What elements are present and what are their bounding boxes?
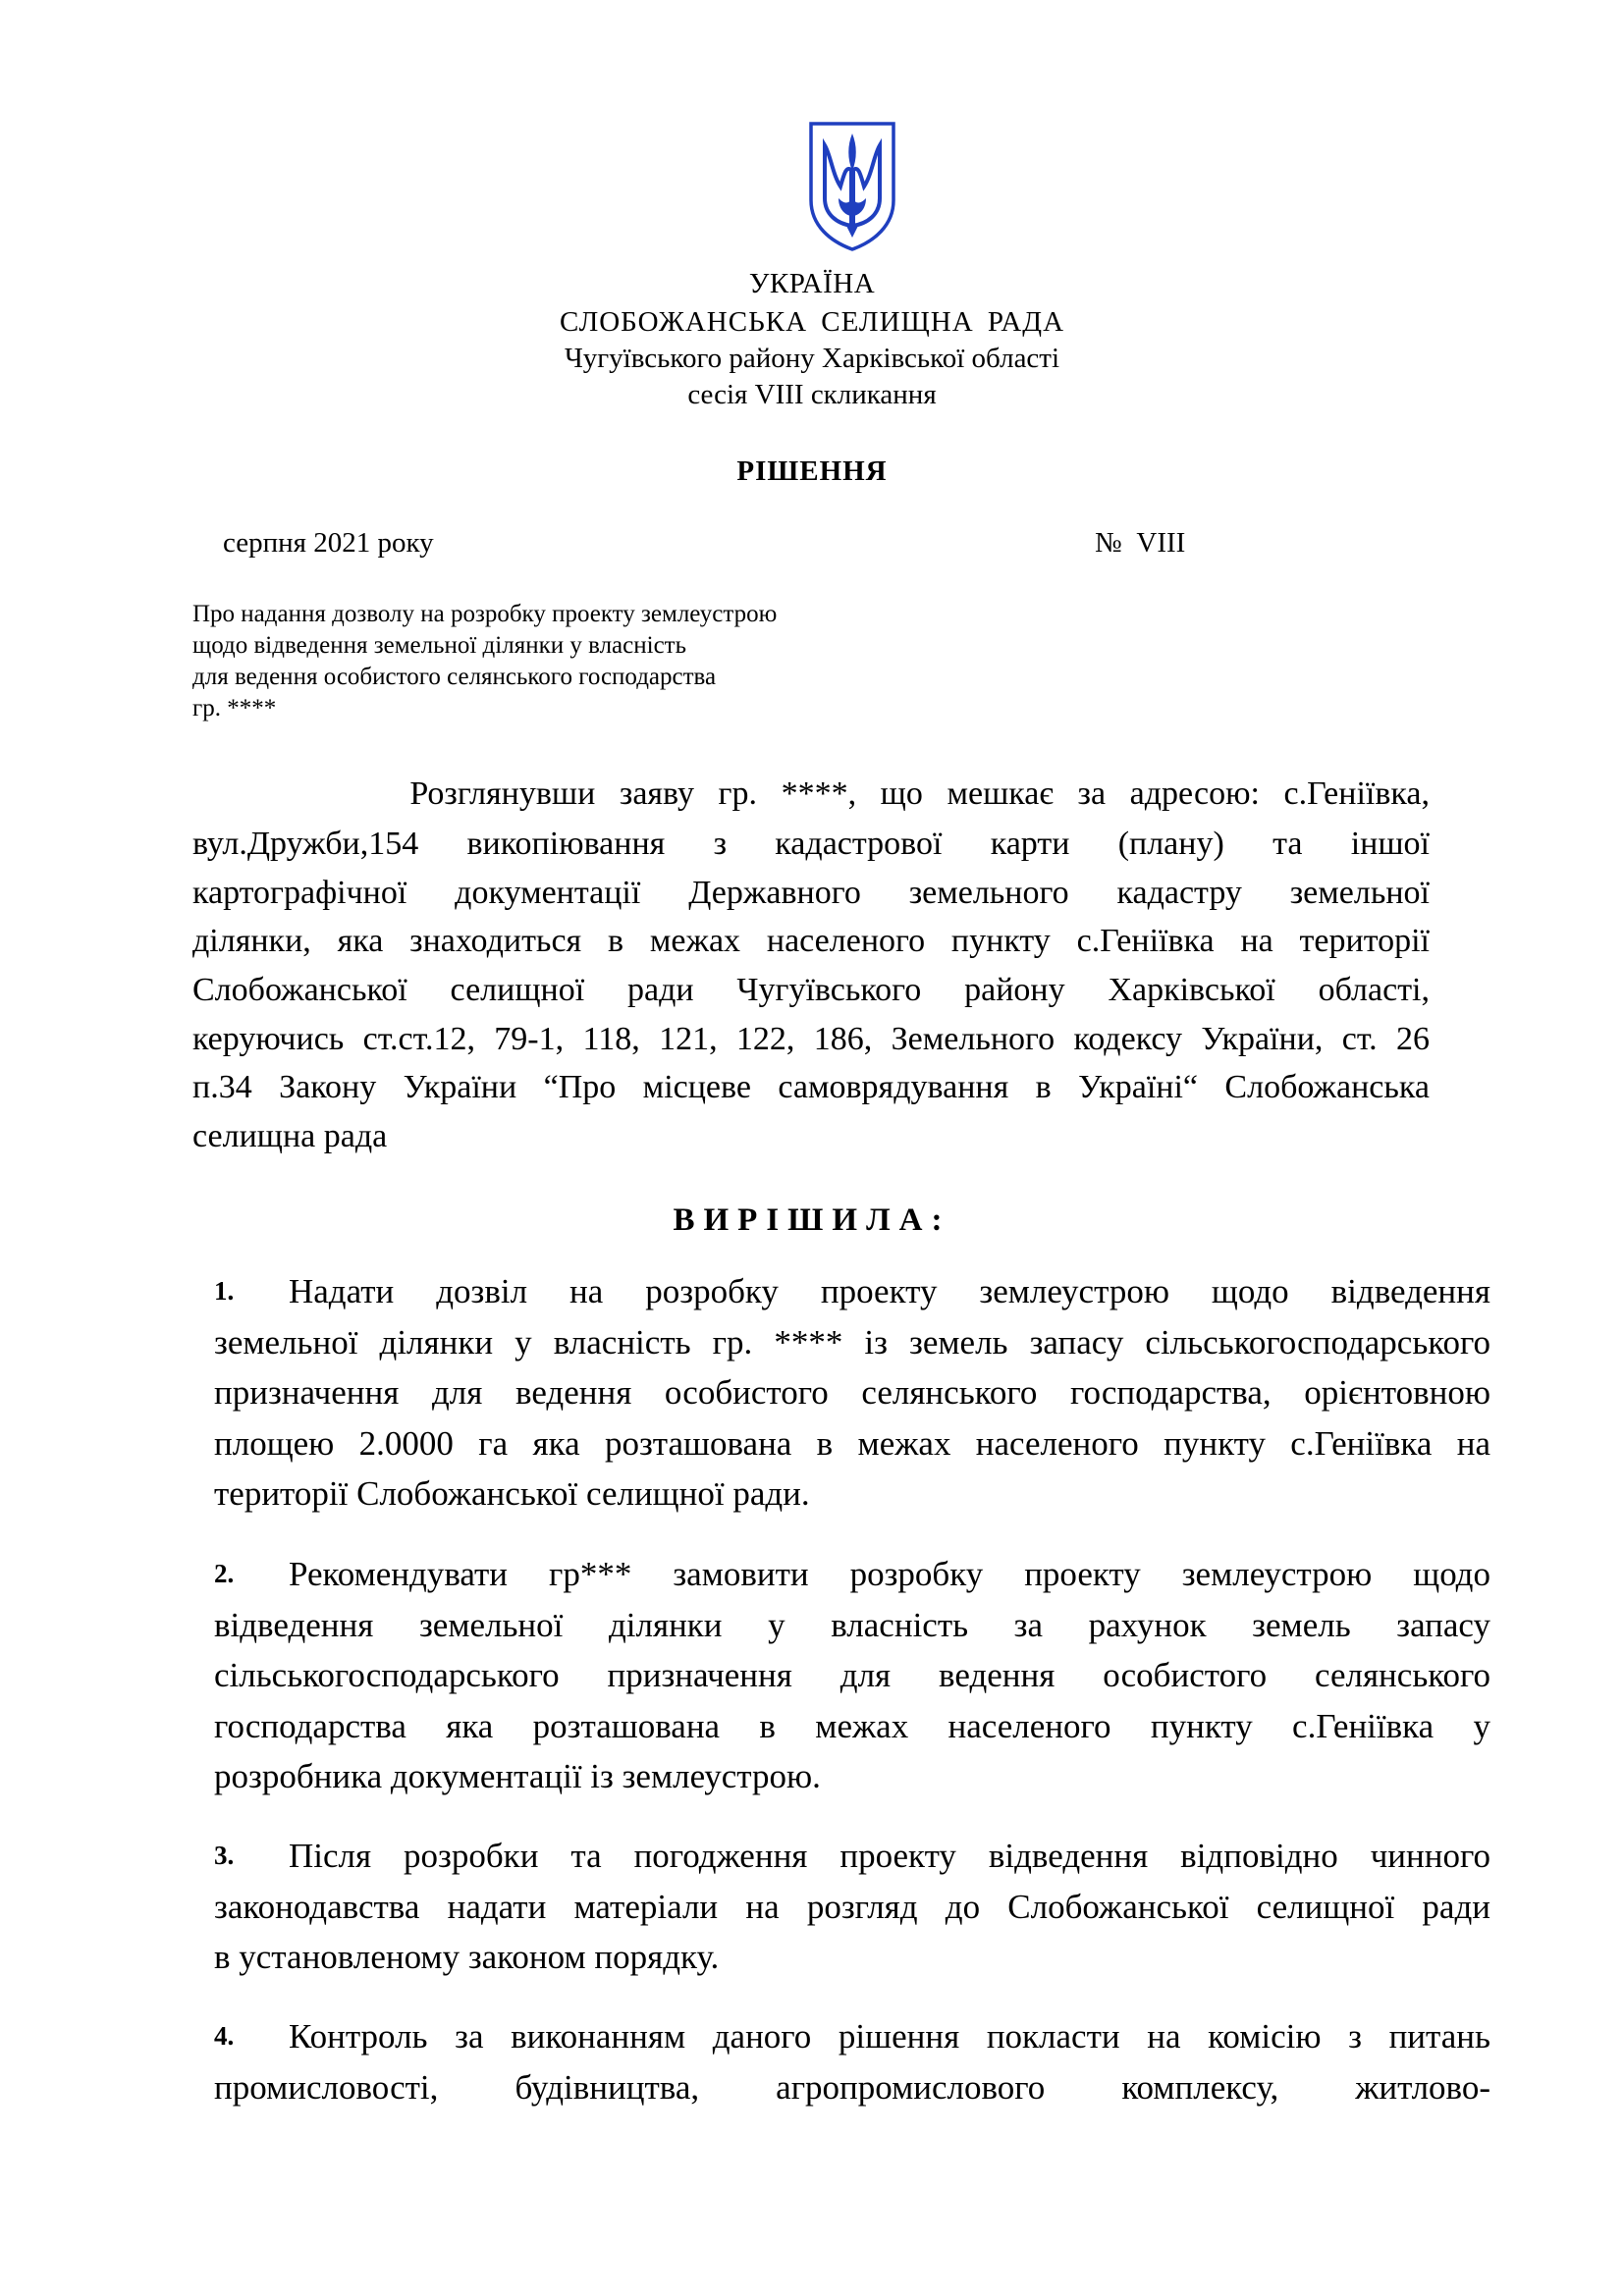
decision-item-3 <box>214 1831 1490 1983</box>
item-number: 3. <box>214 1841 235 1870</box>
subject-line: Про надання дозволу на розробку проекту землеустрою <box>192 601 778 627</box>
header-district: Чугуївського району Харківської області <box>564 343 1060 374</box>
preamble-line: п.34 Закону України “Про місцеве самоврядування в Україні“ Слобожанська <box>192 1069 1430 1105</box>
preamble-line: Слобожанської селищної ради Чугуївського району Харківської області, <box>192 972 1430 1008</box>
item-number: 2. <box>214 1559 235 1588</box>
item-text: розробника документації із землеустрою. <box>214 1757 821 1795</box>
subject-line: для ведення особистого селянського господарства <box>192 664 717 690</box>
decision-item-4 <box>214 2011 1490 2112</box>
item-text: промисловості, будівництва, агропромислового комплексу, житлово- <box>214 2067 1490 2107</box>
item-text: території Слобожанської селищної ради. <box>214 1474 810 1513</box>
item-text: законодавства надати матеріали на розгляд до Слобожанської селищної ради <box>214 1887 1490 1926</box>
preamble-line: керуючись ст.ст.12, 79-1, 118, 121, 122, 186, Земельного кодексу України, ст. 26 <box>192 1021 1430 1057</box>
item-text: в установленому законом порядку. <box>214 1938 720 1976</box>
header-council: СЛОБОЖАНСЬКА СЕЛИЩНА РАДА <box>559 306 1065 338</box>
decision-date: серпня 2021 року <box>223 527 434 559</box>
header-country: УКРАЇНА <box>748 268 876 299</box>
item-text: сільськогосподарського призначення для ведення особистого селянського <box>214 1656 1490 1694</box>
item-number: 1. <box>214 1276 235 1306</box>
coat-of-arms-icon <box>803 116 901 253</box>
item-text: відведення земельної ділянки у власність за рахунок земель запасу <box>214 1605 1490 1644</box>
preamble-line: картографічної документації Державного земельного кадастру земельної <box>192 875 1430 911</box>
item-text: господарства яка розташована в межах населеного пункту с.Геніївка у <box>214 1706 1490 1745</box>
item-text: Рекомендувати гр*** замовити розробку проекту землеустрою щодо <box>289 1555 1490 1593</box>
decision-item-1 <box>214 1266 1490 1520</box>
header-session: сесія VIII скликання <box>687 379 937 410</box>
subject-line: гр. **** <box>192 695 277 721</box>
item-text: Після розробки та погодження проекту відведення відповідно чинного <box>289 1837 1490 1875</box>
document-type: РІШЕННЯ <box>736 455 888 487</box>
decision-subject <box>192 599 998 724</box>
decision-item-2 <box>214 1549 1490 1802</box>
item-text: площею 2.0000 га яка розташована в межах населеного пункту с.Геніївка на <box>214 1423 1490 1463</box>
decision-number: № VIII <box>1095 527 1186 559</box>
preamble-line: Розглянувши заяву гр. ****, що мешкає за адресою: с.Геніївка, <box>192 775 1430 812</box>
preamble-line: вул.Дружби,154 викопіювання з кадастрової карти (плану) та іншої <box>192 826 1430 862</box>
item-text: Контроль за виконанням даного рішення покласти на комісію з питань <box>289 2017 1490 2056</box>
preamble-line: ділянки, яка знаходиться в межах населеного пункту с.Геніївка на території <box>192 923 1430 959</box>
item-text: земельної ділянки у власність гр. **** із земель запасу сільськогосподарського <box>214 1322 1490 1362</box>
decided-heading: ВИРІШИЛА: <box>673 1202 951 1238</box>
preamble-line: селищна рада <box>192 1118 388 1154</box>
item-number: 4. <box>214 2021 235 2051</box>
subject-line: щодо відведення земельної ділянки у власність <box>192 632 686 659</box>
item-text: призначення для ведення особистого селянського господарства, орієнтовною <box>214 1373 1490 1412</box>
item-text: Надати дозвіл на розробку проекту землеустрою щодо відведення <box>289 1272 1490 1310</box>
